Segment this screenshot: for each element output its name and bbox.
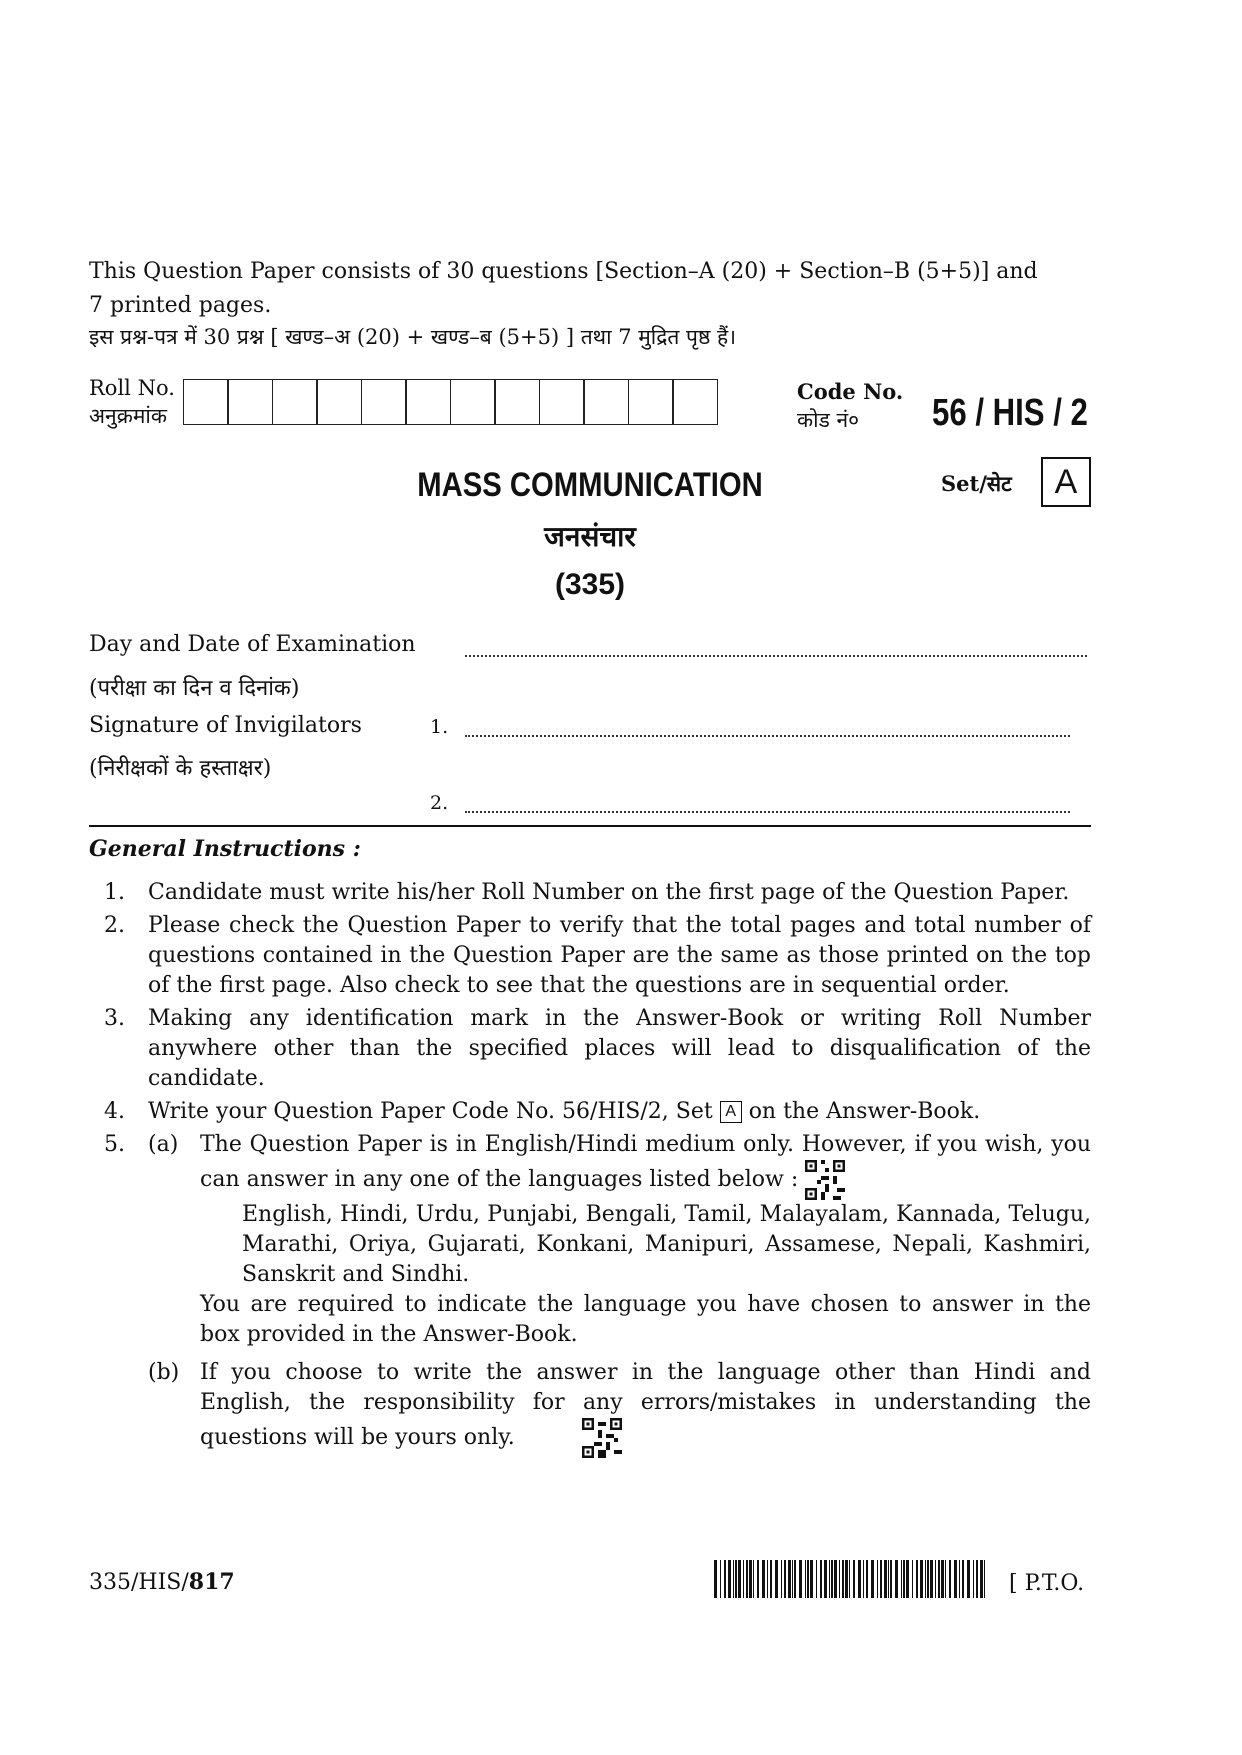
- instruction-number: 1.: [104, 880, 125, 905]
- instruction-item: [104, 1130, 1091, 1458]
- invigilator-signature-label: Signature of Invigilators: [89, 713, 362, 738]
- roll-digit-box[interactable]: [227, 379, 273, 425]
- roll-number-boxes[interactable]: [184, 379, 718, 425]
- instruction-text: Please check the Question Paper to verify that the total pages and total number of questions contained in the Question Paper are the same as those printed on the top of the first page. Also check to see that the questions are in sequential order.: [148, 913, 1091, 998]
- roll-digit-box[interactable]: [405, 379, 451, 425]
- signature-2-line[interactable]: [465, 811, 1070, 813]
- qr-code-icon: [582, 1418, 622, 1458]
- qr-code-icon: [805, 1160, 845, 1200]
- roll-digit-box[interactable]: [361, 379, 407, 425]
- sub-marker: (a): [148, 1132, 179, 1157]
- languages-list: English, Hindi, Urdu, Punjabi, Bengali, Tamil, Malayalam, Kannada, Telugu, Marathi, Oriya, Gujarati, Konkani, Manipuri, Assamese, Nepali, Kashmiri, Sanskrit and Sindhi.: [242, 1202, 1091, 1287]
- footer-code-plain: 335/HIS/: [89, 1570, 189, 1595]
- signature-1-number: 1.: [430, 716, 449, 738]
- instruction-text: If you choose to write the answer in the language other than Hindi and English, the responsibility for any errors/mistakes in understanding the questions will be yours only.: [200, 1360, 1091, 1450]
- sub-marker: (b): [148, 1360, 180, 1385]
- barcode-icon: [714, 1560, 990, 1598]
- roll-digit-box[interactable]: [628, 379, 674, 425]
- code-number-label: [797, 378, 903, 434]
- instruction-number: 3.: [104, 1006, 125, 1031]
- code-number-value: 56 / HIS / 2: [932, 392, 1088, 434]
- exam-date-label: Day and Date of Examination: [89, 632, 416, 657]
- instruction-text: The Question Paper is in English/Hindi medium only. However, if you wish, you can answer in any one of the languages listed below :: [200, 1132, 1091, 1192]
- instruction-item: [104, 1097, 1091, 1127]
- pto-label: [ P.T.O.: [1009, 1571, 1085, 1596]
- instruction-text: You are required to indicate the language you have chosen to answer in the box provided in the Answer-Book.: [200, 1292, 1091, 1347]
- roll-digit-box[interactable]: [672, 379, 718, 425]
- signature-2-number: 2.: [430, 792, 449, 814]
- instruction-text: Write your Question Paper Code No. 56/HIS/2, Set: [148, 1099, 713, 1124]
- set-box-inline: A: [720, 1101, 742, 1123]
- footer-code-bold: 817: [188, 1569, 235, 1595]
- roll-digit-box[interactable]: [494, 379, 540, 425]
- paper-description: [89, 255, 1089, 323]
- subject-title-hindi: जनसंचार: [544, 520, 636, 553]
- instruction-sub-b: [148, 1358, 1091, 1458]
- instruction-sub-a: [148, 1130, 1091, 1350]
- instructions-list: [104, 878, 1091, 1461]
- roll-digit-box[interactable]: [272, 379, 318, 425]
- roll-digit-box[interactable]: [583, 379, 629, 425]
- roll-digit-box[interactable]: [539, 379, 585, 425]
- roll-number-label: [89, 374, 175, 430]
- code-label-hi: कोड नं०: [797, 408, 860, 432]
- subject-code: (335): [554, 568, 626, 601]
- roll-digit-box[interactable]: [183, 379, 229, 425]
- invigilator-signature-label-hindi: (निरीक्षकों के हस्ताक्षर): [89, 756, 272, 781]
- roll-digit-box[interactable]: [450, 379, 496, 425]
- instruction-item: [104, 1004, 1091, 1094]
- set-label: Set/सेट: [941, 471, 1012, 496]
- set-box: A: [1041, 457, 1091, 507]
- roll-label-en: Roll No.: [89, 376, 175, 400]
- paper-code-footer: [89, 1569, 235, 1595]
- instruction-number: 2.: [104, 913, 125, 938]
- subject-title: MASS COMMUNICATION: [417, 466, 763, 504]
- instruction-number: 4.: [104, 1099, 125, 1124]
- code-label-en: Code No.: [797, 379, 904, 404]
- instruction-text: Making any identification mark in the Answer-Book or writing Roll Number anywhere other than the specified places will lead to disqualification of the candidate.: [148, 1006, 1091, 1091]
- instruction-text: Candidate must write his/her Roll Number on the first page of the Question Paper.: [148, 880, 1070, 905]
- instruction-item: [104, 878, 1091, 908]
- divider: [89, 825, 1091, 827]
- roll-digit-box[interactable]: [316, 379, 362, 425]
- intro-line-1: This Question Paper consists of 30 questions [Section–A (20) + Section–B (5+5)] and: [89, 259, 1038, 284]
- exam-date-label-hindi: (परीक्षा का दिन व दिनांक): [89, 676, 300, 701]
- instruction-item: [104, 911, 1091, 1001]
- intro-line-2: 7 printed pages.: [89, 293, 272, 318]
- signature-1-line[interactable]: [465, 735, 1070, 737]
- intro-hindi: इस प्रश्न-पत्र में 30 प्रश्न [ खण्ड–अ (20) + खण्ड–ब (5+5) ] तथा 7 मुद्रित पृष्ठ हैं।: [89, 325, 737, 349]
- roll-label-hi: अनुक्रमांक: [89, 404, 167, 428]
- instruction-text: on the Answer-Book.: [748, 1099, 981, 1124]
- instructions-heading: General Instructions :: [89, 836, 361, 862]
- exam-date-line[interactable]: [465, 655, 1087, 657]
- instruction-number: 5.: [104, 1132, 125, 1157]
